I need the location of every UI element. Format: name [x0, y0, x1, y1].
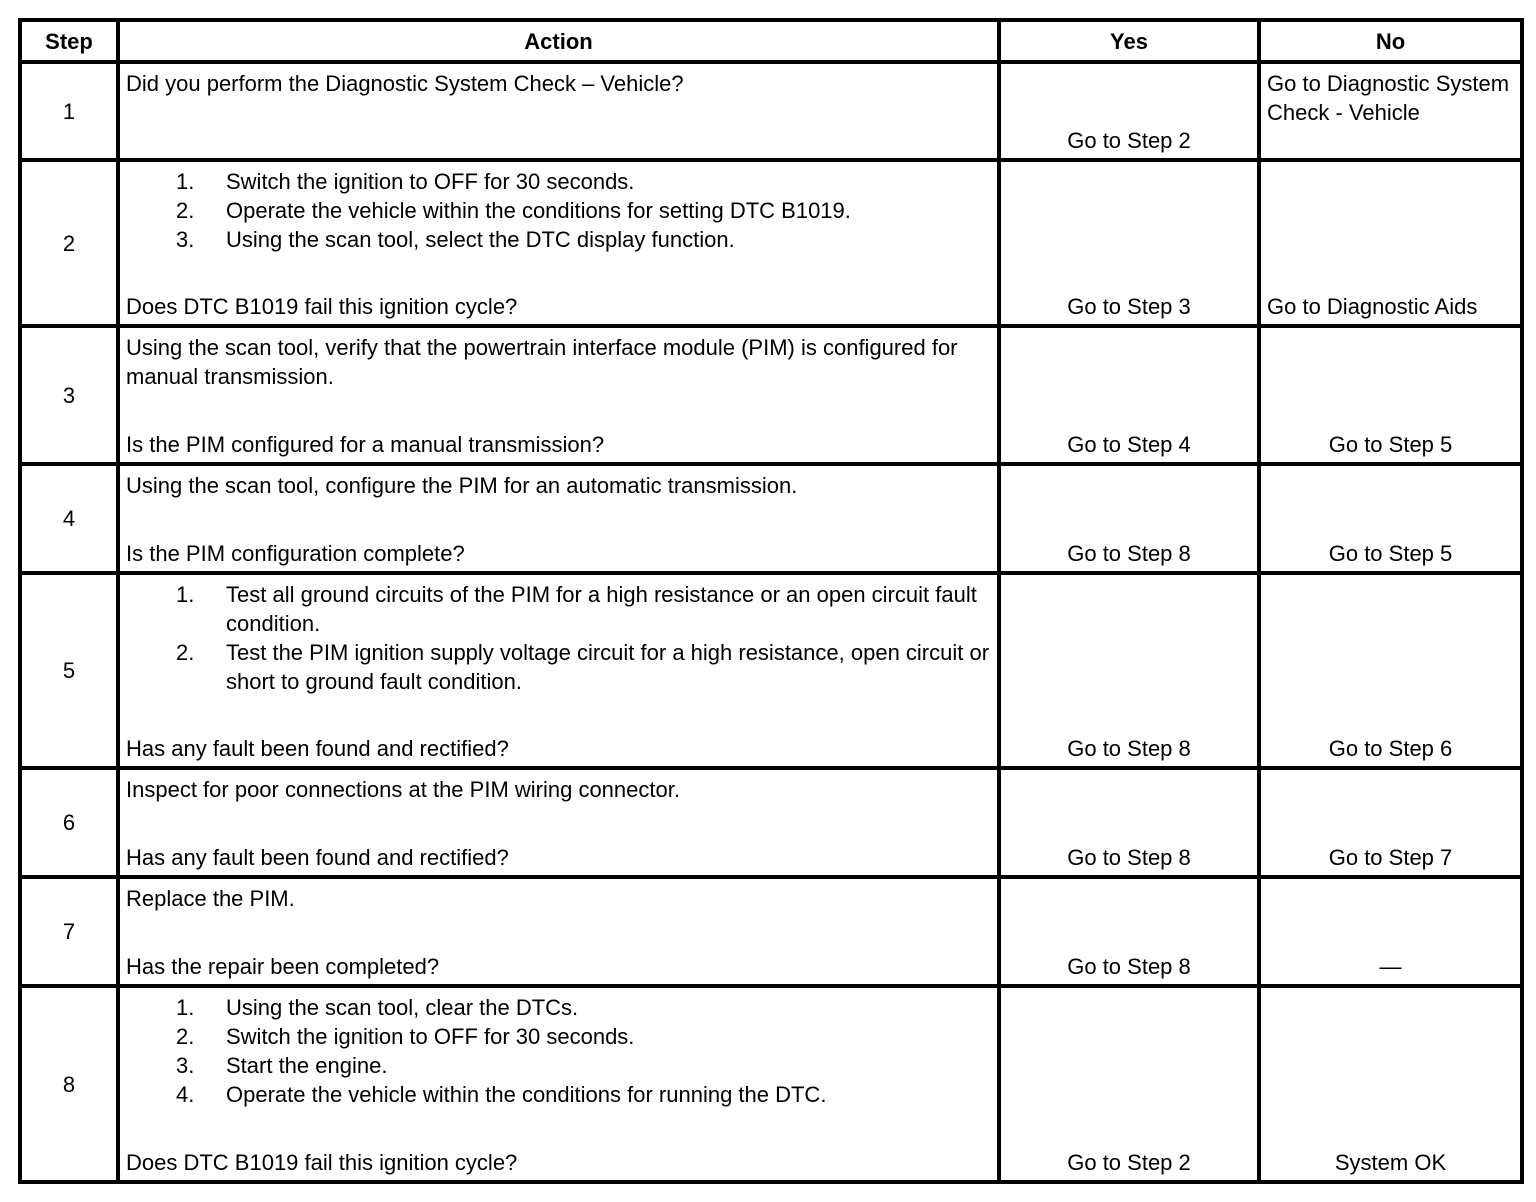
- action-steps-list: [126, 167, 991, 254]
- action-cell: [118, 464, 999, 573]
- action-question: Is the PIM configuration complete?: [126, 541, 465, 566]
- step-number: 8: [20, 986, 118, 1182]
- table-row: [20, 768, 1522, 877]
- action-intro: Using the scan tool, verify that the powertrain interface module (PIM) is configured for manual transmission.: [126, 335, 958, 389]
- no-cell: —: [1259, 877, 1522, 986]
- step-number: 6: [20, 768, 118, 877]
- list-item-number: 3.: [176, 227, 195, 252]
- no-cell: Go to Step 7: [1259, 768, 1522, 877]
- header-no: No: [1259, 20, 1522, 62]
- table-row: [20, 326, 1522, 464]
- step-number: 2: [20, 160, 118, 326]
- header-yes: Yes: [999, 20, 1259, 62]
- table-row: [20, 877, 1522, 986]
- list-item: [176, 196, 991, 225]
- list-item: [176, 580, 991, 638]
- list-item-text: Using the scan tool, clear the DTCs.: [226, 995, 579, 1020]
- table-row: [20, 160, 1522, 326]
- header-action: Action: [118, 20, 999, 62]
- action-question: Has the repair been completed?: [126, 954, 440, 979]
- yes-cell: Go to Step 3: [999, 160, 1259, 326]
- step-number: 1: [20, 62, 118, 160]
- action-cell: [118, 160, 999, 326]
- table-row: [20, 986, 1522, 1182]
- action-intro: Replace the PIM.: [126, 886, 295, 911]
- list-item: [176, 1022, 991, 1051]
- table-row: [20, 573, 1522, 768]
- no-cell: Go to Diagnostic System Check - Vehicle: [1259, 62, 1522, 160]
- step-number: 3: [20, 326, 118, 464]
- action-question: Does DTC B1019 fail this ignition cycle?: [126, 294, 518, 319]
- step-number: 7: [20, 877, 118, 986]
- list-item: [176, 1080, 991, 1109]
- table-body: [20, 62, 1522, 1182]
- header-step: Step: [20, 20, 118, 62]
- list-item-number: 1.: [176, 995, 195, 1020]
- list-item-number: 2.: [176, 198, 195, 223]
- no-cell: Go to Diagnostic Aids: [1259, 160, 1522, 326]
- list-item-text: Switch the ignition to OFF for 30 seconds.: [226, 1024, 635, 1049]
- no-cell: Go to Step 5: [1259, 326, 1522, 464]
- list-item-number: 2.: [176, 640, 195, 665]
- list-item-text: Test all ground circuits of the PIM for a high resistance or an open circuit fault condition.: [226, 582, 977, 636]
- action-cell: [118, 877, 999, 986]
- yes-cell: Go to Step 4: [999, 326, 1259, 464]
- yes-cell: Go to Step 8: [999, 464, 1259, 573]
- no-cell: Go to Step 6: [1259, 573, 1522, 768]
- action-cell: [118, 62, 999, 160]
- list-item-text: Operate the vehicle within the conditions for setting DTC B1019.: [226, 198, 851, 223]
- list-item-text: Start the engine.: [226, 1053, 388, 1078]
- action-question: Has any fault been found and rectified?: [126, 736, 509, 761]
- action-cell: [118, 326, 999, 464]
- action-intro: Inspect for poor connections at the PIM wiring connector.: [126, 777, 680, 802]
- list-item-text: Operate the vehicle within the conditions for running the DTC.: [226, 1082, 827, 1107]
- list-item-number: 1.: [176, 582, 195, 607]
- yes-cell: Go to Step 2: [999, 986, 1259, 1182]
- action-steps-list: [126, 993, 991, 1109]
- list-item: [176, 167, 991, 196]
- list-item: [176, 993, 991, 1022]
- action-question: Has any fault been found and rectified?: [126, 845, 509, 870]
- action-cell: [118, 768, 999, 877]
- table-row: [20, 464, 1522, 573]
- step-number: 5: [20, 573, 118, 768]
- action-intro: Did you perform the Diagnostic System Check – Vehicle?: [126, 71, 684, 96]
- yes-cell: Go to Step 8: [999, 877, 1259, 986]
- list-item-number: 4.: [176, 1082, 195, 1107]
- no-cell: System OK: [1259, 986, 1522, 1182]
- action-cell: [118, 573, 999, 768]
- list-item: [176, 1051, 991, 1080]
- list-item-text: Switch the ignition to OFF for 30 seconds.: [226, 169, 635, 194]
- list-item-number: 3.: [176, 1053, 195, 1078]
- list-item: [176, 225, 991, 254]
- yes-cell: Go to Step 2: [999, 62, 1259, 160]
- table-row: [20, 62, 1522, 160]
- list-item-number: 2.: [176, 1024, 195, 1049]
- step-number: 4: [20, 464, 118, 573]
- list-item-number: 1.: [176, 169, 195, 194]
- diagnostic-table: [18, 18, 1524, 1184]
- header-row: [20, 20, 1522, 62]
- yes-cell: Go to Step 8: [999, 573, 1259, 768]
- list-item-text: Test the PIM ignition supply voltage circuit for a high resistance, open circuit or short to ground fault condition.: [226, 640, 990, 694]
- list-item: [176, 638, 991, 696]
- no-cell: Go to Step 5: [1259, 464, 1522, 573]
- action-steps-list: [126, 580, 991, 696]
- action-cell: [118, 986, 999, 1182]
- action-intro: Using the scan tool, configure the PIM for an automatic transmission.: [126, 473, 798, 498]
- list-item-text: Using the scan tool, select the DTC display function.: [226, 227, 735, 252]
- action-question: Does DTC B1019 fail this ignition cycle?: [126, 1150, 518, 1175]
- action-question: Is the PIM configured for a manual transmission?: [126, 432, 605, 457]
- diagnostic-table-wrapper: [18, 18, 1524, 1184]
- yes-cell: Go to Step 8: [999, 768, 1259, 877]
